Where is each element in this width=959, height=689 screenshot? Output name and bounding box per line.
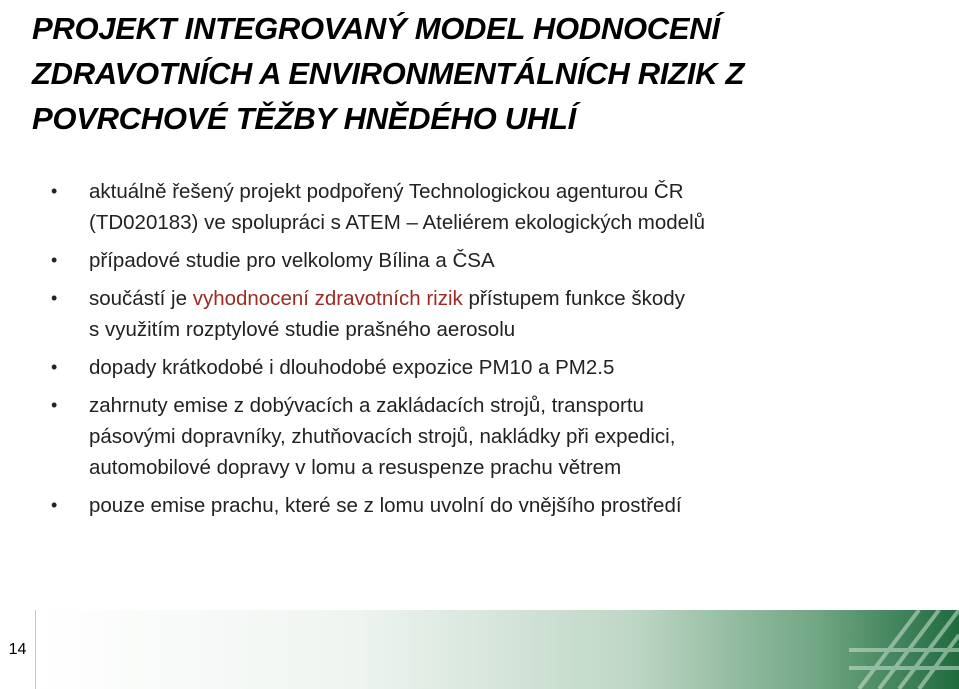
bullet-text: pouze emise prachu, které se z lomu uvolní do vnějšího prostředí [89,494,682,517]
title-line-1: PROJEKT INTEGROVANÝ MODEL HODNOCENÍ [32,11,720,46]
slide-title [32,6,932,141]
bullet-text: případové studie pro velkolomy Bílina a ČSA [89,249,495,272]
bullet-item-project [0,176,959,238]
page-number: 14 [0,610,36,689]
bullet-text: dopady krátkodobé i dlouhodobé expozice PM10 a PM2.5 [89,356,615,379]
bullet-item-exposure [0,352,959,383]
bullet-item-risk-assessment [0,283,959,345]
bullet-item-dust-only [0,490,959,521]
footer-decoration [849,610,959,689]
title-line-3: POVRCHOVÉ TĚŽBY HNĚDÉHO UHLÍ [32,101,576,136]
bullet-dot: • [51,288,58,308]
bullet-dot: • [51,495,58,515]
bullet-dot: • [51,250,58,270]
title-line-2: ZDRAVOTNÍCH A ENVIRONMENTÁLNÍCH RIZIK Z [32,56,745,91]
bullet-text [89,283,959,314]
footer-gradient-bar [36,610,959,689]
bullet-dot: • [51,395,58,415]
bullet-text-prefix: součástí je [89,287,193,310]
bullet-text: aktuálně řešený projekt podpořený Technologickou agenturou ČR [89,180,684,203]
bullet-dot: • [51,181,58,201]
bullet-list [0,176,959,528]
bullet-text: s využitím rozptylové studie prašného aerosolu [89,318,516,341]
bullet-item-emissions [0,390,959,483]
bullet-item-case-studies [0,245,959,276]
bullet-text-suffix: přístupem funkce škody [462,287,685,310]
bullet-text: zahrnuty emise z dobývacích a zakládacích strojů, transportu [89,394,644,417]
bullet-text: automobilové dopravy v lomu a resuspenze prachu větrem [89,456,622,479]
bullet-text: pásovými dopravníky, zhutňovacích strojů, nakládky při expedici, [89,425,676,448]
bullet-text: (TD020183) ve spolupráci s ATEM – Ateliérem ekologických modelů [89,211,706,234]
highlighted-phrase: vyhodnocení zdravotních rizik [192,287,463,310]
bullet-dot: • [51,357,58,377]
footer-stripes-graphic [849,610,959,689]
